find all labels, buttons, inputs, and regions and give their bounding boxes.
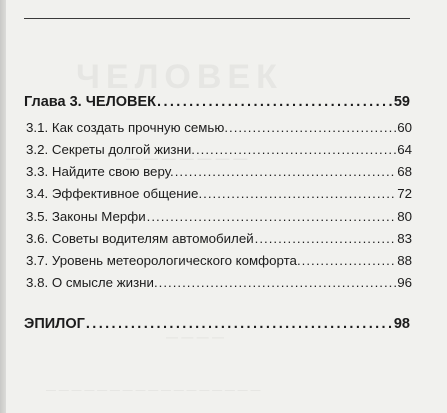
toc-chapter-page: 59 <box>393 94 410 110</box>
toc-entry-page: 96 <box>397 275 412 290</box>
bleed-through-shape: — — — — <box>166 330 225 344</box>
toc-epilogue-title: ЭПИЛОГ <box>24 316 85 332</box>
toc-entry-page: 83 <box>397 231 412 246</box>
toc-leader-dots <box>255 231 397 246</box>
book-page <box>6 0 447 413</box>
toc-entry <box>26 186 412 201</box>
toc-leader-dots <box>159 275 397 290</box>
toc-entry-title: 3.7. Уровень метеорологического комфорта. <box>26 253 301 268</box>
bleed-through-shape: — — — — — — — <box>126 150 248 166</box>
toc-entry-title: 3.2. Секреты долгой жизни. <box>26 142 195 157</box>
toc-leader-dots <box>203 186 396 201</box>
toc-entry <box>26 164 412 179</box>
toc-entry-page: 64 <box>397 142 412 157</box>
toc-entry-title: 3.5. Законы Мерфи <box>26 209 146 224</box>
toc-entry-title: 3.3. Найдите свою веру. <box>26 164 174 179</box>
toc-entry-page: 88 <box>397 253 412 268</box>
toc-leader-dots <box>157 94 393 110</box>
bleed-through-shape: ЧЕЛОВЕК <box>76 58 283 96</box>
bleed-through-shape: — — — — — — — — — — — — — — — — — <box>46 385 261 396</box>
toc-entry-page: 80 <box>397 209 412 224</box>
toc-entry <box>26 231 412 246</box>
toc-entry <box>26 275 412 290</box>
toc-leader-dots <box>302 253 397 268</box>
toc-entry-title: 3.1. Как создать прочную семью. <box>26 120 229 135</box>
toc-entry <box>26 120 412 135</box>
toc-chapter-3 <box>24 94 410 110</box>
toc-entry-title: 3.4. Эффективное общение. <box>26 186 203 201</box>
toc-leader-dots <box>175 164 396 179</box>
toc-chapter-title: Глава 3. ЧЕЛОВЕК <box>24 94 157 110</box>
toc-leader-dots <box>86 316 393 332</box>
toc-entry-page: 72 <box>397 186 412 201</box>
toc-entry-title: 3.8. О смысле жизни. <box>26 275 158 290</box>
toc-leader-dots <box>229 120 396 135</box>
toc-entry-title: 3.6. Советы водителям автомобилей <box>26 231 254 246</box>
top-rule <box>24 18 410 19</box>
toc-entry-page: 68 <box>397 164 412 179</box>
toc-epilogue <box>24 316 410 332</box>
toc-leader-dots <box>196 142 396 157</box>
toc-entry-page: 60 <box>397 120 412 135</box>
toc-leader-dots <box>147 209 397 224</box>
toc-epilogue-page: 98 <box>393 316 410 332</box>
toc-entry <box>26 142 412 157</box>
toc-entry <box>26 209 412 224</box>
toc-entry <box>26 253 412 268</box>
